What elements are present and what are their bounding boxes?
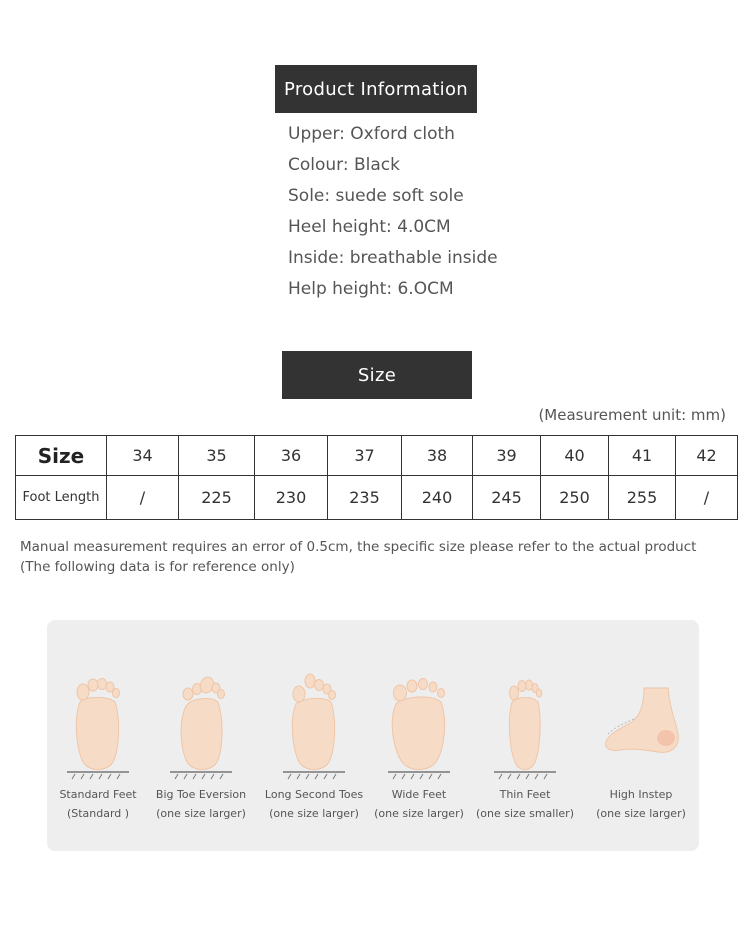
size-title: Size (282, 351, 472, 399)
info-sole: Sole: suede soft sole (288, 186, 464, 206)
foot-length-cell: / (676, 476, 738, 520)
size-row (16, 436, 738, 476)
foot-type-advice: (one size larger) (156, 807, 246, 820)
foot-type-long-second-toes (255, 670, 373, 840)
foot-length-cell: 250 (541, 476, 609, 520)
foot-type-name: Long Second Toes (264, 788, 364, 801)
foot-length-cell: 225 (179, 476, 255, 520)
foot-type-high-instep (582, 670, 700, 840)
foot-type-advice: (one size larger) (596, 807, 686, 820)
measurement-unit-note: (Measurement unit: mm) (538, 406, 726, 424)
info-heel-height: Heel height: 4.0CM (288, 217, 451, 237)
size-row-label: Size (16, 436, 107, 476)
foot-type-thin (466, 670, 584, 840)
foot-type-big-toe-eversion (142, 670, 260, 840)
measurement-disclaimer: Manual measurement requires an error of 0.5cm, the specific size please refer to the actual product (The following data is for reference only) (20, 539, 697, 575)
big-toe-eversion-foot-icon (156, 670, 246, 780)
foot-type-advice: (one size larger) (374, 807, 464, 820)
foot-type-wide (360, 670, 478, 840)
foot-type-name: Big Toe Eversion (155, 788, 247, 801)
size-cell: 39 (473, 436, 541, 476)
thin-foot-icon (480, 670, 570, 780)
size-table (15, 435, 738, 520)
foot-length-cell: 230 (255, 476, 328, 520)
info-upper: Upper: Oxford cloth (288, 124, 455, 144)
foot-type-advice: (one size smaller) (476, 807, 574, 820)
wide-foot-icon (374, 670, 464, 780)
standard-foot-icon (53, 670, 143, 780)
size-cell: 34 (107, 436, 179, 476)
size-cell: 35 (179, 436, 255, 476)
foot-length-cell: 235 (328, 476, 402, 520)
foot-type-advice: (Standard ) (66, 807, 130, 820)
foot-length-row-label: Foot Length (16, 476, 107, 520)
foot-type-advice: (one size larger) (269, 807, 359, 820)
info-colour: Colour: Black (288, 155, 400, 175)
foot-type-name: Thin Feet (499, 788, 551, 801)
foot-length-row (16, 476, 738, 520)
foot-type-name: Wide Feet (391, 788, 447, 801)
foot-type-name: Standard Feet (59, 788, 137, 801)
long-second-toe-foot-icon (269, 670, 359, 780)
size-cell: 37 (328, 436, 402, 476)
product-info-list (288, 120, 498, 306)
size-cell: 36 (255, 436, 328, 476)
info-inside: Inside: breathable inside (288, 248, 498, 268)
foot-length-cell: 240 (402, 476, 473, 520)
size-cell: 38 (402, 436, 473, 476)
foot-type-standard (39, 670, 157, 840)
foot-length-cell: 255 (609, 476, 676, 520)
foot-types-panel (47, 620, 699, 851)
product-info-title: Product Information (275, 65, 477, 113)
size-cell: 40 (541, 436, 609, 476)
foot-type-name: High Instep (609, 788, 673, 801)
size-cell: 42 (676, 436, 738, 476)
foot-length-cell: / (107, 476, 179, 520)
size-cell: 41 (609, 436, 676, 476)
foot-length-cell: 245 (473, 476, 541, 520)
info-help-height: Help height: 6.OCM (288, 279, 454, 299)
high-instep-foot-icon (596, 670, 686, 780)
